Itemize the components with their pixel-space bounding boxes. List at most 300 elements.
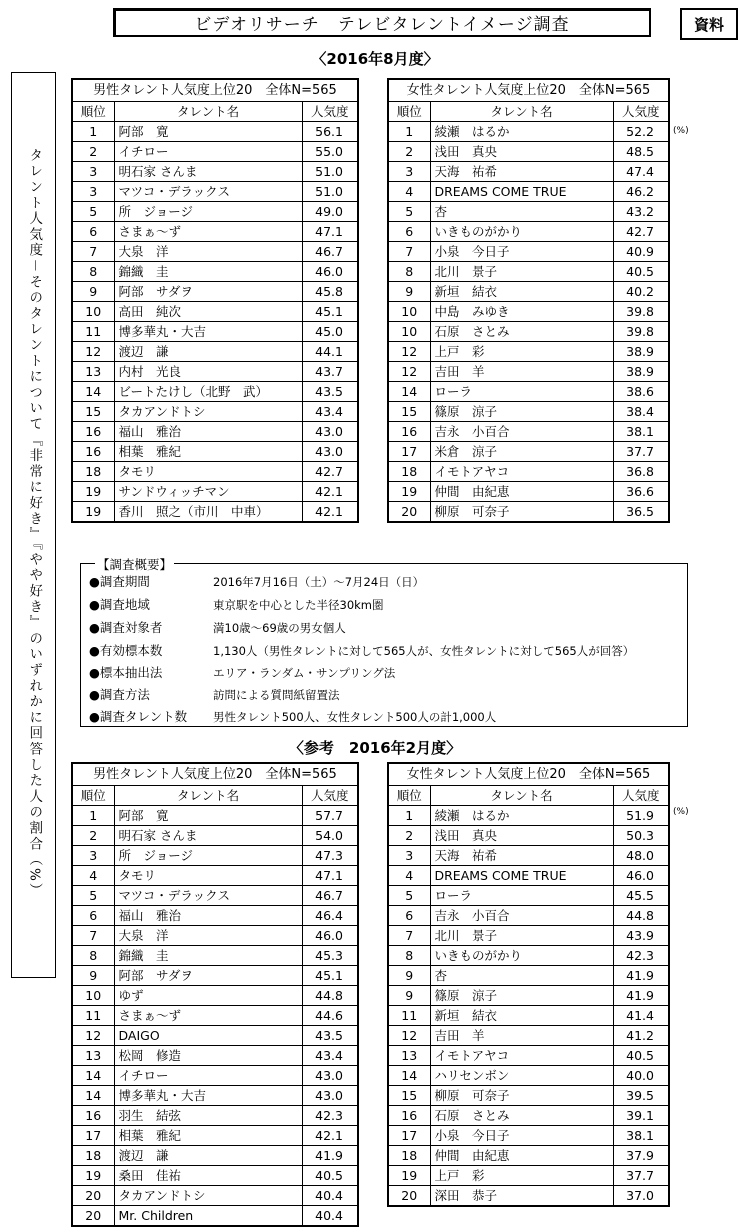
name-cell: 新垣 結衣 [430,1006,613,1026]
table-row [388,866,669,886]
table-row [72,302,358,322]
header-popularity: 人気度 [613,786,669,806]
name-cell: 阿部 寛 [114,806,302,826]
table-row [72,986,358,1006]
name-cell: いきものがかり [430,222,613,242]
popularity-cell: 47.3 [302,846,358,866]
table-row [72,462,358,482]
table-row [388,986,669,1006]
name-cell: タモリ [114,462,302,482]
popularity-cell: 44.8 [302,986,358,1006]
table-row [388,182,669,202]
popularity-cell: 45.5 [613,886,669,906]
rank-cell: 17 [388,442,430,462]
name-cell: いきものがかり [430,946,613,966]
table-row [388,382,669,402]
rank-cell: 1 [388,122,430,142]
popularity-cell: 42.1 [302,1126,358,1146]
popularity-cell: 40.5 [613,262,669,282]
rank-cell: 10 [72,302,114,322]
rank-cell: 15 [388,1086,430,1106]
rank-cell: 11 [72,322,114,342]
name-cell: 篠原 涼子 [430,986,613,1006]
table-row [72,282,358,302]
rank-cell: 19 [72,502,114,523]
name-cell: 福山 雅治 [114,422,302,442]
header-rank: 順位 [388,786,430,806]
table-header-row [72,102,358,122]
table-row [72,1206,358,1227]
rank-cell: 8 [388,946,430,966]
popularity-cell: 43.7 [302,362,358,382]
rank-cell: 5 [72,886,114,906]
name-cell: 柳原 可奈子 [430,502,613,523]
name-cell: 所 ジョージ [114,846,302,866]
name-cell: 綾瀬 はるか [430,122,613,142]
table-caption-row [388,763,669,786]
section-title-feb: 〈参考 2016年2月度〉 [288,739,462,757]
name-cell: 浅田 真央 [430,826,613,846]
name-cell: 羽生 結弦 [114,1106,302,1126]
rank-cell: 20 [72,1206,114,1227]
popularity-cell: 40.9 [613,242,669,262]
document-tag: 資料 [680,8,738,40]
table-row [388,142,669,162]
rank-cell: 12 [388,362,430,382]
rank-cell: 14 [388,1066,430,1086]
rank-cell: 16 [388,1106,430,1126]
name-cell: 上戸 彩 [430,1166,613,1186]
rank-cell: 4 [72,866,114,886]
popularity-cell: 55.0 [302,142,358,162]
popularity-cell: 48.5 [613,142,669,162]
rank-cell: 3 [388,846,430,866]
popularity-cell: 46.7 [302,886,358,906]
rank-cell: 2 [72,142,114,162]
rank-cell: 19 [72,482,114,502]
name-cell: 天海 祐希 [430,162,613,182]
side-note: タレント人気度－そのタレントについて『非常に好き』『やや好き』のいずれかに回答した人の割合（%） [26,148,43,899]
popularity-cell: 47.4 [613,162,669,182]
popularity-cell: 43.5 [302,382,358,402]
name-cell: 仲間 由紀恵 [430,482,613,502]
popularity-cell: 37.9 [613,1146,669,1166]
ranking-table-male-feb [71,762,359,1227]
name-cell: DREAMS COME TRUE [430,866,613,886]
rank-cell: 19 [388,482,430,502]
name-cell: 浅田 真央 [430,142,613,162]
name-cell: 中島 みゆき [430,302,613,322]
section-title-aug: 〈2016年8月度〉 [311,50,439,68]
rank-cell: 20 [72,1186,114,1206]
rank-cell: 5 [388,886,430,906]
rank-cell: 12 [388,342,430,362]
name-cell: 所 ジョージ [114,202,302,222]
name-cell: 綾瀬 はるか [430,806,613,826]
table-row [388,1066,669,1086]
name-cell: タカアンドトシ [114,1186,302,1206]
summary-row: ●調査方法 訪問による質問紙留置法 [89,687,340,702]
popularity-cell: 40.4 [302,1206,358,1227]
table-row [388,946,669,966]
popularity-cell: 37.7 [613,1166,669,1186]
ranking-table-male-aug [71,78,359,523]
name-cell: 渡辺 謙 [114,1146,302,1166]
name-cell: イチロー [114,1066,302,1086]
table-caption-row [72,79,358,102]
header-name: タレント名 [430,786,613,806]
name-cell: DAIGO [114,1026,302,1046]
name-cell: ローラ [430,382,613,402]
table-row [388,482,669,502]
table-header-row [388,102,669,122]
name-cell: ハリセンボン [430,1066,613,1086]
table-row [72,222,358,242]
table-row [388,222,669,242]
name-cell: 松岡 修造 [114,1046,302,1066]
table-row [388,1166,669,1186]
header-rank: 順位 [72,102,114,122]
rank-cell: 14 [72,382,114,402]
popularity-cell: 43.0 [302,422,358,442]
name-cell: さまぁ～ず [114,1006,302,1026]
table-row [388,1026,669,1046]
rank-cell: 11 [388,1006,430,1026]
table-row [72,806,358,826]
popularity-cell: 57.7 [302,806,358,826]
rank-cell: 1 [72,122,114,142]
rank-cell: 16 [72,1106,114,1126]
popularity-cell: 47.1 [302,866,358,886]
rank-cell: 17 [72,1126,114,1146]
name-cell: 吉永 小百合 [430,906,613,926]
popularity-cell: 42.1 [302,502,358,523]
table-caption: 女性タレント人気度上位20 全体N=565 [388,763,669,786]
rank-cell: 10 [72,986,114,1006]
popularity-cell: 38.6 [613,382,669,402]
table-row [72,402,358,422]
name-cell: 錦織 圭 [114,262,302,282]
name-cell: タカアンドトシ [114,402,302,422]
name-cell: 渡辺 謙 [114,342,302,362]
popularity-cell: 43.0 [302,442,358,462]
rank-cell: 11 [72,1006,114,1026]
name-cell: 明石家 さんま [114,162,302,182]
rank-cell: 6 [388,906,430,926]
name-cell: Mr. Children [114,1206,302,1227]
rank-cell: 9 [388,282,430,302]
popularity-cell: 39.8 [613,302,669,322]
name-cell: 高田 純次 [114,302,302,322]
name-cell: 仲間 由紀恵 [430,1146,613,1166]
name-cell: 小泉 今日子 [430,242,613,262]
rank-cell: 9 [72,282,114,302]
table-row [388,1006,669,1026]
table-caption: 男性タレント人気度上位20 全体N=565 [72,79,358,102]
popularity-cell: 43.4 [302,1046,358,1066]
table-row [72,846,358,866]
rank-cell: 16 [72,442,114,462]
rank-cell: 3 [72,846,114,866]
ranking-table-female-aug [387,78,670,523]
popularity-cell: 45.1 [302,302,358,322]
popularity-cell: 39.1 [613,1106,669,1126]
table-row [72,926,358,946]
table-row [388,242,669,262]
name-cell: イモトアヤコ [430,1046,613,1066]
summary-row: ●有効標本数 1,130人（男性タレントに対して565人が、女性タレントに対して565人が回答） [89,643,635,658]
table-row [72,886,358,906]
percent-unit-aug: (%) [673,126,689,136]
name-cell: 吉田 羊 [430,1026,613,1046]
table-row [72,322,358,342]
popularity-cell: 42.1 [302,482,358,502]
rank-cell: 16 [72,422,114,442]
table-row [72,1026,358,1046]
table-row [72,1146,358,1166]
header-rank: 順位 [388,102,430,122]
popularity-cell: 49.0 [302,202,358,222]
popularity-cell: 45.0 [302,322,358,342]
rank-cell: 20 [388,502,430,523]
popularity-cell: 45.8 [302,282,358,302]
table-row [388,502,669,523]
table-row [72,866,358,886]
table-row [388,826,669,846]
popularity-cell: 51.0 [302,162,358,182]
table-row [72,262,358,282]
table-row [72,482,358,502]
table-row [72,966,358,986]
popularity-cell: 36.8 [613,462,669,482]
name-cell: 大泉 洋 [114,242,302,262]
document-title: ビデオリサーチ テレビタレントイメージ調査 [113,8,651,37]
name-cell: 阿部 寛 [114,122,302,142]
popularity-cell: 46.0 [613,866,669,886]
table-row [72,826,358,846]
table-row [388,1186,669,1207]
rank-cell: 15 [72,402,114,422]
popularity-cell: 37.0 [613,1186,669,1207]
popularity-cell: 52.2 [613,122,669,142]
rank-cell: 9 [72,966,114,986]
table-row [388,806,669,826]
rank-cell: 20 [388,1186,430,1207]
table-row [72,1006,358,1026]
table-row [388,1086,669,1106]
table-row [388,162,669,182]
table-row [72,242,358,262]
popularity-cell: 43.5 [302,1026,358,1046]
header-popularity: 人気度 [613,102,669,122]
popularity-cell: 40.2 [613,282,669,302]
header-name: タレント名 [114,102,302,122]
table-row [388,1106,669,1126]
rank-cell: 17 [388,1126,430,1146]
popularity-cell: 40.5 [302,1166,358,1186]
table-row [388,322,669,342]
rank-cell: 5 [72,202,114,222]
popularity-cell: 40.4 [302,1186,358,1206]
table-row [72,162,358,182]
name-cell: 内村 光良 [114,362,302,382]
rank-cell: 4 [388,182,430,202]
popularity-cell: 41.9 [302,1146,358,1166]
header-name: タレント名 [114,786,302,806]
table-row [72,122,358,142]
survey-summary [80,557,688,727]
table-row [388,202,669,222]
popularity-cell: 39.8 [613,322,669,342]
popularity-cell: 39.5 [613,1086,669,1106]
rank-cell: 7 [388,926,430,946]
table-row [72,1046,358,1066]
name-cell: DREAMS COME TRUE [430,182,613,202]
table-row [72,442,358,462]
rank-cell: 9 [388,986,430,1006]
table-caption: 男性タレント人気度上位20 全体N=565 [72,763,358,786]
popularity-cell: 51.0 [302,182,358,202]
table-row [388,122,669,142]
rank-cell: 13 [388,1046,430,1066]
table-row [72,1186,358,1206]
table-row [72,1086,358,1106]
table-row [388,282,669,302]
popularity-cell: 36.6 [613,482,669,502]
popularity-cell: 43.0 [302,1086,358,1106]
table-row [388,1126,669,1146]
table-row [388,906,669,926]
rank-cell: 3 [388,162,430,182]
name-cell: ゆず [114,986,302,1006]
table-row [72,1106,358,1126]
popularity-cell: 44.8 [613,906,669,926]
rank-cell: 2 [388,142,430,162]
rank-cell: 14 [388,382,430,402]
rank-cell: 9 [388,966,430,986]
rank-cell: 12 [72,342,114,362]
rank-cell: 18 [388,1146,430,1166]
name-cell: 深田 恭子 [430,1186,613,1207]
rank-cell: 18 [72,462,114,482]
popularity-cell: 43.9 [613,926,669,946]
rank-cell: 6 [72,906,114,926]
name-cell: 米倉 涼子 [430,442,613,462]
rank-cell: 10 [388,322,430,342]
header-popularity: 人気度 [302,786,358,806]
name-cell: マツコ・デラックス [114,886,302,906]
rank-cell: 6 [388,222,430,242]
name-cell: ローラ [430,886,613,906]
popularity-cell: 43.4 [302,402,358,422]
table-row [388,302,669,322]
popularity-cell: 42.7 [613,222,669,242]
popularity-cell: 38.1 [613,1126,669,1146]
popularity-cell: 51.9 [613,806,669,826]
popularity-cell: 41.9 [613,966,669,986]
popularity-cell: 45.3 [302,946,358,966]
name-cell: 上戸 彩 [430,342,613,362]
popularity-cell: 41.4 [613,1006,669,1026]
table-row [72,422,358,442]
rank-cell: 8 [388,262,430,282]
name-cell: 吉田 羊 [430,362,613,382]
table-row [72,382,358,402]
table-caption-row [72,763,358,786]
rank-cell: 19 [388,1166,430,1186]
name-cell: 小泉 今日子 [430,1126,613,1146]
popularity-cell: 46.4 [302,906,358,926]
name-cell: 大泉 洋 [114,926,302,946]
summary-heading: 【調査概要】 [97,557,173,572]
table-row [388,402,669,422]
rank-cell: 2 [72,826,114,846]
name-cell: マツコ・デラックス [114,182,302,202]
name-cell: 桑田 佳祐 [114,1166,302,1186]
popularity-cell: 38.4 [613,402,669,422]
popularity-cell: 40.5 [613,1046,669,1066]
rank-cell: 16 [388,422,430,442]
side-note-box [11,72,56,978]
table-row [72,202,358,222]
table-row [388,926,669,946]
percent-unit-feb: (%) [673,807,689,817]
table-row [388,442,669,462]
rank-cell: 7 [72,926,114,946]
name-cell: 博多華丸・大吉 [114,1086,302,1106]
name-cell: 篠原 涼子 [430,402,613,422]
name-cell: 石原 さとみ [430,1106,613,1126]
rank-cell: 13 [72,362,114,382]
rank-cell: 10 [388,302,430,322]
rank-cell: 4 [388,866,430,886]
table-row [72,1166,358,1186]
rank-cell: 12 [388,1026,430,1046]
popularity-cell: 42.3 [613,946,669,966]
table-row [72,362,358,382]
rank-cell: 5 [388,202,430,222]
popularity-cell: 43.2 [613,202,669,222]
name-cell: 阿部 サダヲ [114,966,302,986]
table-row [388,362,669,382]
name-cell: さまぁ～ず [114,222,302,242]
popularity-cell: 54.0 [302,826,358,846]
popularity-cell: 43.0 [302,1066,358,1086]
name-cell: 吉永 小百合 [430,422,613,442]
name-cell: 北川 景子 [430,926,613,946]
table-caption-row [388,79,669,102]
name-cell: イモトアヤコ [430,462,613,482]
name-cell: 相葉 雅紀 [114,1126,302,1146]
table-row [72,182,358,202]
summary-row: ●調査期間 2016年7月16日（土）～7月24日（日） [89,574,425,589]
name-cell: 天海 祐希 [430,846,613,866]
popularity-cell: 42.7 [302,462,358,482]
table-row [388,462,669,482]
rank-cell: 8 [72,946,114,966]
table-row [388,886,669,906]
table-header-row [72,786,358,806]
summary-row: ●調査タレント数 男性タレント500人、女性タレント500人の計1,000人 [89,709,497,724]
name-cell: タモリ [114,866,302,886]
rank-cell: 8 [72,262,114,282]
table-row [72,906,358,926]
rank-cell: 7 [388,242,430,262]
name-cell: 柳原 可奈子 [430,1086,613,1106]
table-caption: 女性タレント人気度上位20 全体N=565 [388,79,669,102]
rank-cell: 1 [72,806,114,826]
popularity-cell: 40.0 [613,1066,669,1086]
